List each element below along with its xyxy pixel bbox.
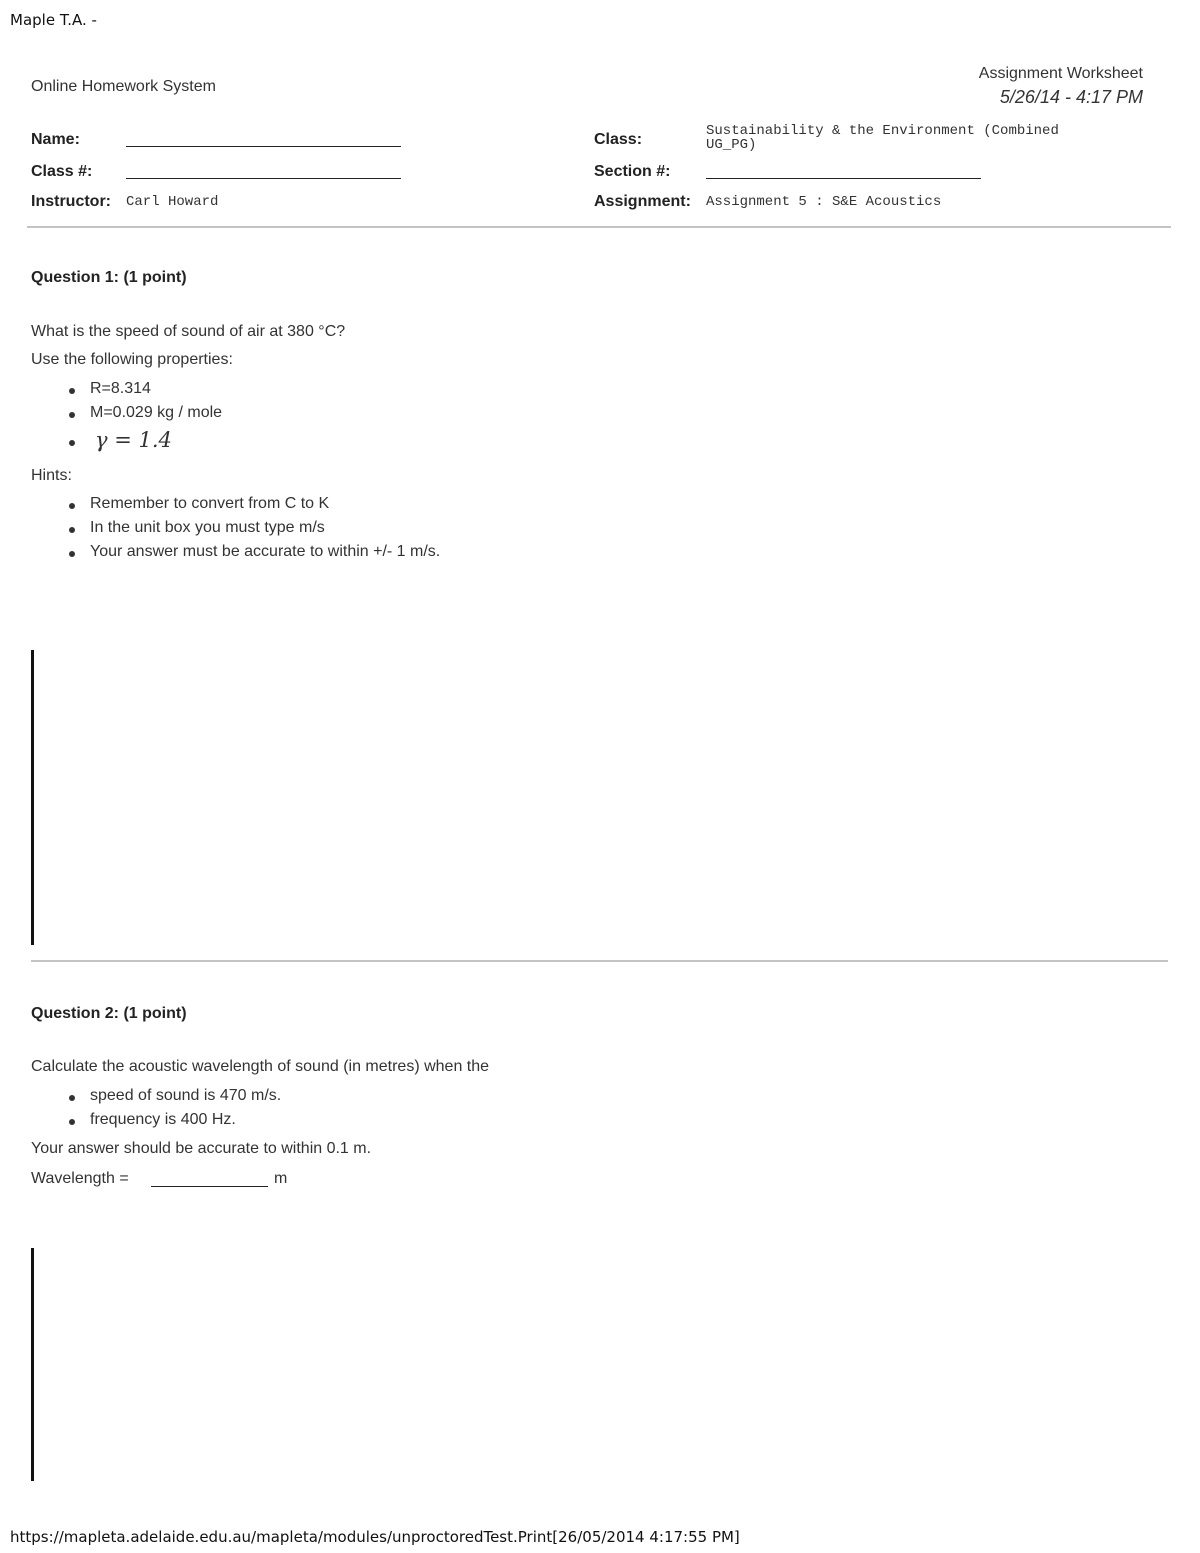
question-1-properties-list xyxy=(31,380,222,462)
list-item xyxy=(31,1111,281,1135)
question-2-items-list xyxy=(31,1087,281,1135)
instructor-label: Instructor: xyxy=(31,193,111,210)
question-2-prompt: Calculate the acoustic wavelength of sound (in metres) when the xyxy=(31,1058,490,1075)
worksheet-date: 5/26/14 - 4:17 PM xyxy=(999,87,1143,107)
instructor-value: Carl Howard xyxy=(126,194,219,210)
worksheet-title: Assignment Worksheet xyxy=(978,65,1143,82)
question-1-title: Question 1: (1 point) xyxy=(31,269,187,286)
class-number-label: Class #: xyxy=(31,163,93,180)
section-label: Section #: xyxy=(594,163,671,180)
bullet-icon xyxy=(69,440,75,446)
question-divider xyxy=(31,960,1168,962)
list-item xyxy=(31,495,440,519)
item-speed: speed of sound is 470 m/s. xyxy=(90,1087,282,1104)
class-label: Class: xyxy=(594,131,643,148)
hint-1: Remember to convert from C to K xyxy=(90,495,330,512)
class-value-line2: UG_PG) xyxy=(706,137,757,153)
class-number-blank xyxy=(126,178,401,179)
question-2-accuracy: Your answer should be accurate to within 0.1 m. xyxy=(31,1140,372,1157)
property-m: M=0.029 kg / mole xyxy=(90,404,223,421)
question-1-properties-intro: Use the following properties: xyxy=(31,351,233,368)
bullet-icon xyxy=(69,1119,75,1125)
assignment-label: Assignment: xyxy=(594,193,691,210)
question-1-answer-area[interactable] xyxy=(31,650,34,945)
list-item xyxy=(31,1087,281,1111)
system-name: Online Homework System xyxy=(31,78,216,95)
bullet-icon xyxy=(69,527,75,533)
bullet-icon xyxy=(69,388,75,394)
bullet-icon xyxy=(69,1095,75,1101)
hint-3: Your answer must be accurate to within +/- 1 m/s. xyxy=(90,543,441,560)
property-gamma: γ = 1.4 xyxy=(95,428,172,452)
list-item xyxy=(31,404,222,428)
question-2-title: Question 2: (1 point) xyxy=(31,1005,187,1022)
name-label: Name: xyxy=(31,131,80,148)
class-value xyxy=(706,124,1059,152)
class-value-line1: Sustainability & the Environment (Combined xyxy=(706,123,1059,139)
wavelength-unit: m xyxy=(274,1170,288,1187)
bullet-icon xyxy=(69,503,75,509)
browser-title: Maple T.A. - xyxy=(10,11,97,29)
hints-label: Hints: xyxy=(31,467,72,484)
bullet-icon xyxy=(69,412,75,418)
list-item xyxy=(31,380,222,404)
item-frequency: frequency is 400 Hz. xyxy=(90,1111,236,1128)
question-1-prompt: What is the speed of sound of air at 380 °C? xyxy=(31,323,346,340)
question-1-hints-list xyxy=(31,495,440,567)
header-divider xyxy=(27,226,1171,228)
footer-url: https://mapleta.adelaide.edu.au/mapleta/modules/unproctoredTest.Print[26/05/2014 4:17:55 PM] xyxy=(10,1528,740,1546)
list-item xyxy=(31,543,440,567)
wavelength-answer-blank[interactable] xyxy=(151,1186,268,1187)
wavelength-label: Wavelength = xyxy=(31,1170,129,1187)
hint-2: In the unit box you must type m/s xyxy=(90,519,325,536)
property-r: R=8.314 xyxy=(90,380,151,397)
section-blank xyxy=(706,178,981,179)
assignment-value: Assignment 5 : S&E Acoustics xyxy=(706,194,942,210)
list-item xyxy=(31,428,222,462)
list-item xyxy=(31,519,440,543)
name-blank xyxy=(126,146,401,147)
question-2-answer-area[interactable] xyxy=(31,1248,34,1481)
bullet-icon xyxy=(69,551,75,557)
